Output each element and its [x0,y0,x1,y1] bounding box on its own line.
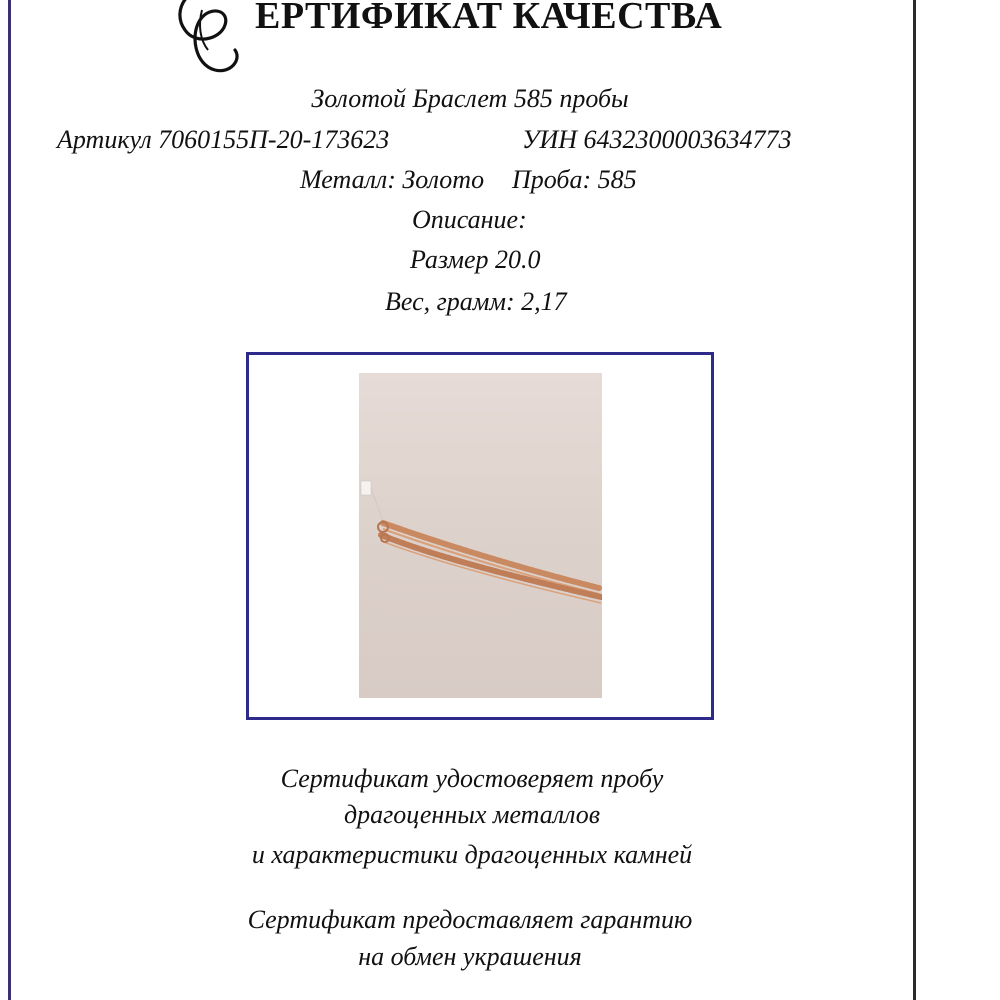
statement-line-3: и характеристики драгоценных камней [251,840,693,869]
guarantee-line-2: на обмен украшения [358,942,582,971]
assay-field: Проба: 585 [512,165,637,194]
uin-number: УИН 6432300003634773 [522,125,792,154]
article-number: Артикул 7060155П-20-173623 [57,125,390,154]
statement-line-1: Сертификат удостоверяет пробу [280,764,664,793]
guarantee-line-1: Сертификат предоставляет гарантию [247,905,693,934]
certificate-title: ЕРТИФИКАТ КАЧЕСТВА [255,0,723,37]
product-photo-frame [246,352,714,720]
bracelet-chain-image [359,373,602,698]
product-name: Золотой Браслет 585 пробы [311,84,629,113]
metal-field: Металл: Золото [300,165,485,194]
weight-field: Вес, грамм: 2,17 [385,287,567,316]
description-label: Описание: [412,205,527,234]
left-border-line [8,0,11,1000]
statement-line-2: драгоценных металлов [343,800,601,829]
bracelet-photo [359,373,602,698]
size-field: Размер 20.0 [410,245,541,274]
monogram-logo-icon [150,0,260,80]
